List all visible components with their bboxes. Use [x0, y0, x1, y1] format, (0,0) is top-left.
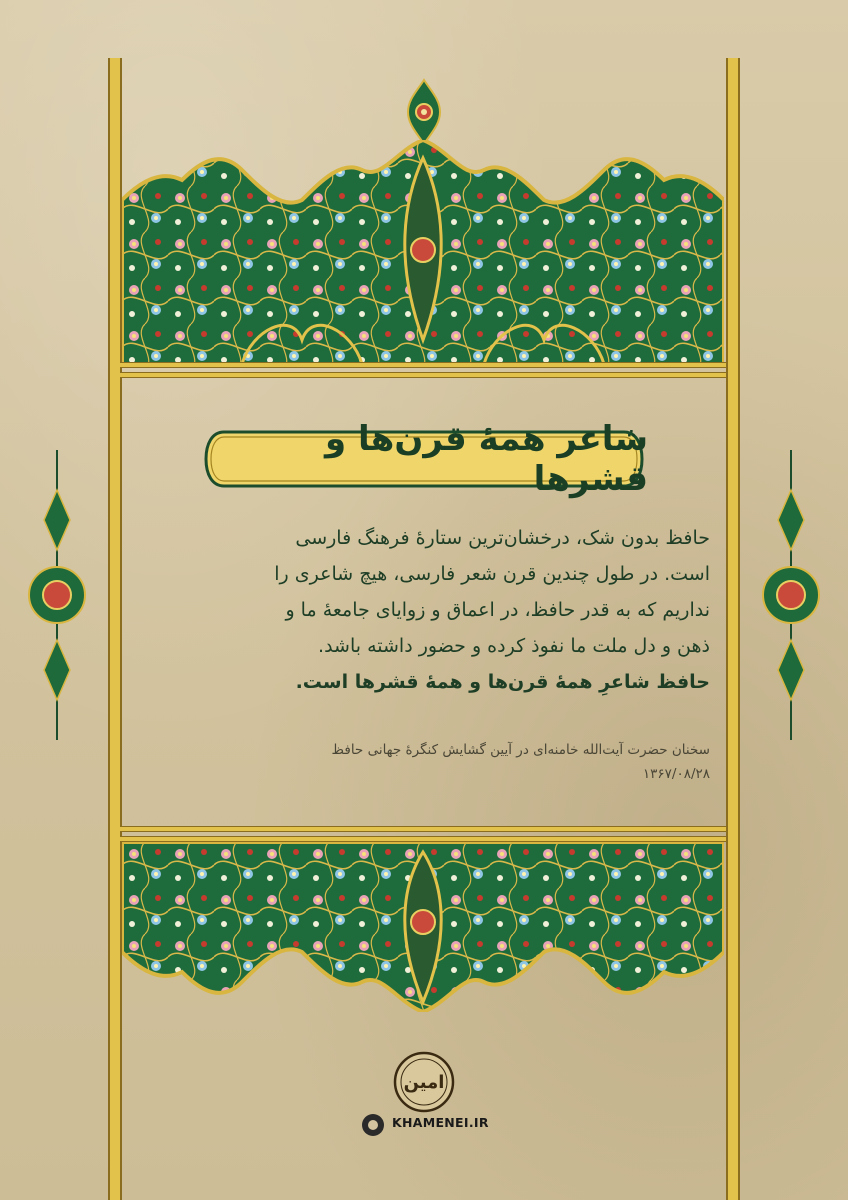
bottom-panel-border — [120, 826, 726, 832]
left-gold-rail — [108, 58, 122, 1200]
quote-body — [150, 520, 710, 700]
quote-line: حافظ بدون شک، درخشان‌ترین ستارهٔ فرهنگ فارسی — [295, 527, 710, 549]
left-side-ornament — [22, 450, 92, 740]
top-arabesque-panel — [122, 140, 724, 364]
source-attribution — [150, 738, 710, 786]
top-finial-ornament — [396, 78, 452, 148]
right-gold-rail — [726, 58, 740, 1200]
bottom-arabesque-panel — [122, 842, 724, 1012]
source-line: سخنان حضرت آیت‌الله خامنه‌ای در آیین گشایش کنگرهٔ جهانی حافظ — [331, 742, 710, 758]
right-side-ornament — [756, 450, 826, 740]
quote-line: حافظ شاعرِ همهٔ قرن‌ها و همهٔ قشرها است. — [295, 671, 710, 693]
top-panel-border — [120, 362, 726, 368]
logo-lettering: امین — [403, 1071, 445, 1093]
poster-title: شاعر همهٔ قرن‌ها و قشرها — [325, 419, 648, 499]
quote-line: است. در طول چندین قرن شعر فارسی، هیچ شاعری را — [274, 563, 710, 585]
khamenei-site-icon — [360, 1112, 386, 1138]
source-date: ۱۳۶۷/۰۸/۲۸ — [642, 766, 710, 782]
top-panel-border-inner — [120, 372, 726, 378]
site-label: KHAMENEI.IR — [392, 1115, 489, 1130]
quote-line: ذهن و دل ملت ما نفوذ کرده و حضور داشته باشد. — [318, 635, 710, 657]
quote-line: نداریم که به قدر حافظ، در اعماق و زوایای جامعهٔ ما و — [285, 599, 710, 621]
